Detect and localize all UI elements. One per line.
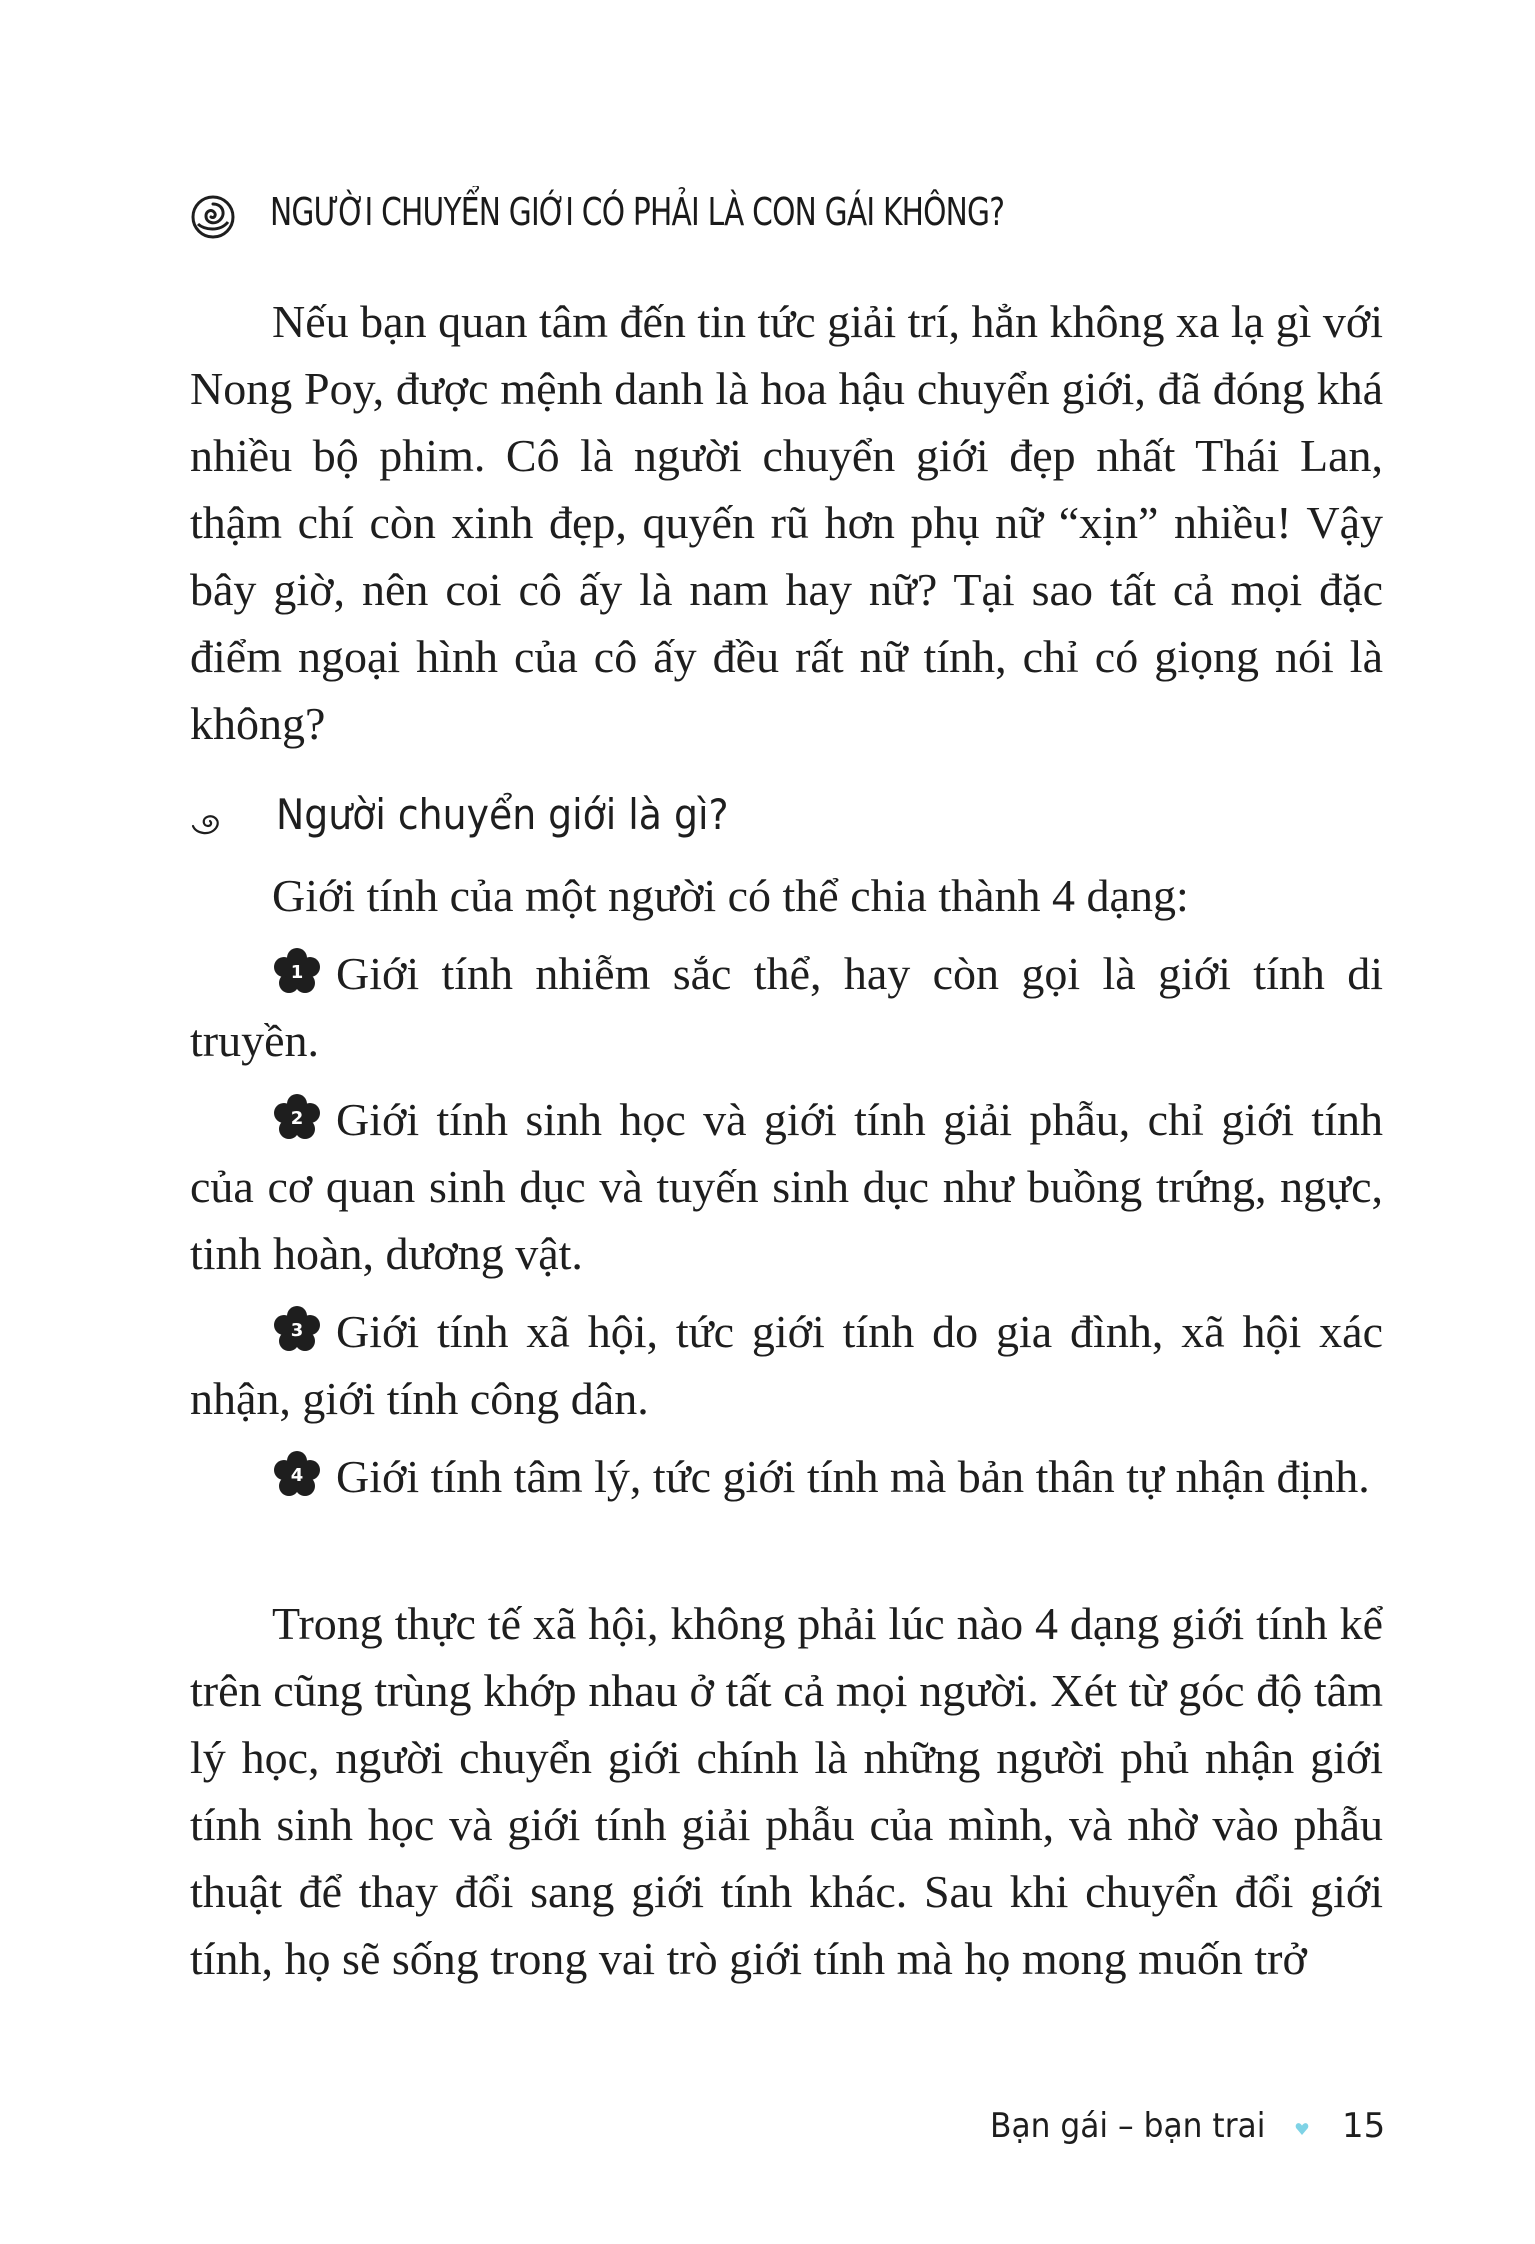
section-heading	[190, 186, 1390, 246]
list-item-text: Giới tính sinh học và giới tính giải phẫu, chỉ giới tính của cơ quan sinh dục và tuyến sinh dục như buồng trứng, ngực, tinh hoàn, dương vật.	[190, 1094, 1383, 1279]
item-number: 1	[290, 962, 304, 983]
book-title: Bạn gái – bạn trai	[990, 2106, 1266, 2146]
subheading-text: Người chuyển giới là gì?	[276, 790, 729, 839]
item-number: 3	[290, 1320, 304, 1341]
rose-icon	[190, 194, 236, 240]
item-number: 2	[290, 1108, 304, 1129]
list-item-text: Giới tính tâm lý, tức giới tính mà bản thân tự nhận định.	[336, 1451, 1370, 1502]
swirl-icon	[190, 808, 228, 838]
flower-number-icon	[272, 1093, 322, 1143]
page-number: 15	[1342, 2106, 1386, 2146]
intro-paragraph: Nếu bạn quan tâm đến tin tức giải trí, hẳn không xa lạ gì với Nong Poy, được mệnh danh là hoa hậu chuyển giới, đã đóng khá nhiều bộ phim. Cô là người chuyển giới đẹp nhất Thái Lan, thậm chí còn xinh đẹp, quyến rũ hơn phụ nữ “xịn” nhiều! Vậy bây giờ, nên coi cô ấy là nam hay nữ? Tại sao tất cả mọi đặc điểm ngoại hình của cô ấy đều rất nữ tính, chỉ có giọng nói là không?	[190, 296, 1383, 749]
list-item	[190, 1298, 1383, 1432]
section-heading-text: NGƯỜI CHUYỂN GIỚI CÓ PHẢI LÀ CON GÁI KHÔNG?	[270, 190, 1005, 234]
subheading	[190, 790, 1290, 860]
list-item	[190, 940, 1383, 1074]
lead-paragraph: Giới tính của một người có thể chia thành 4 dạng:	[272, 870, 1189, 921]
flower-number-icon	[272, 947, 322, 997]
page-footer	[990, 2102, 1390, 2162]
list-item-text: Giới tính xã hội, tức giới tính do gia đình, xã hội xác nhận, giới tính công dân.	[190, 1306, 1383, 1424]
flower-number-icon	[272, 1450, 322, 1500]
list-item	[190, 1443, 1383, 1510]
item-number: 4	[290, 1465, 304, 1486]
closing-paragraph: Trong thực tế xã hội, không phải lúc nào 4 dạng giới tính kể trên cũng trùng khớp nhau ở tất cả mọi người. Xét từ góc độ tâm lý học, người chuyển giới chính là những người phủ nhận giới tính sinh học và giới tính giải phẫu của mình, và nhờ vào phẫu thuật để thay đổi sang giới tính khác. Sau khi chuyển đổi giới tính, họ sẽ sống trong vai trò giới tính mà họ mong muốn trở	[190, 1598, 1383, 1984]
list-item-text: Giới tính nhiễm sắc thể, hay còn gọi là giới tính di truyền.	[190, 948, 1383, 1066]
heart-icon	[1295, 2122, 1309, 2136]
list-item	[190, 1086, 1383, 1287]
flower-number-icon	[272, 1305, 322, 1355]
